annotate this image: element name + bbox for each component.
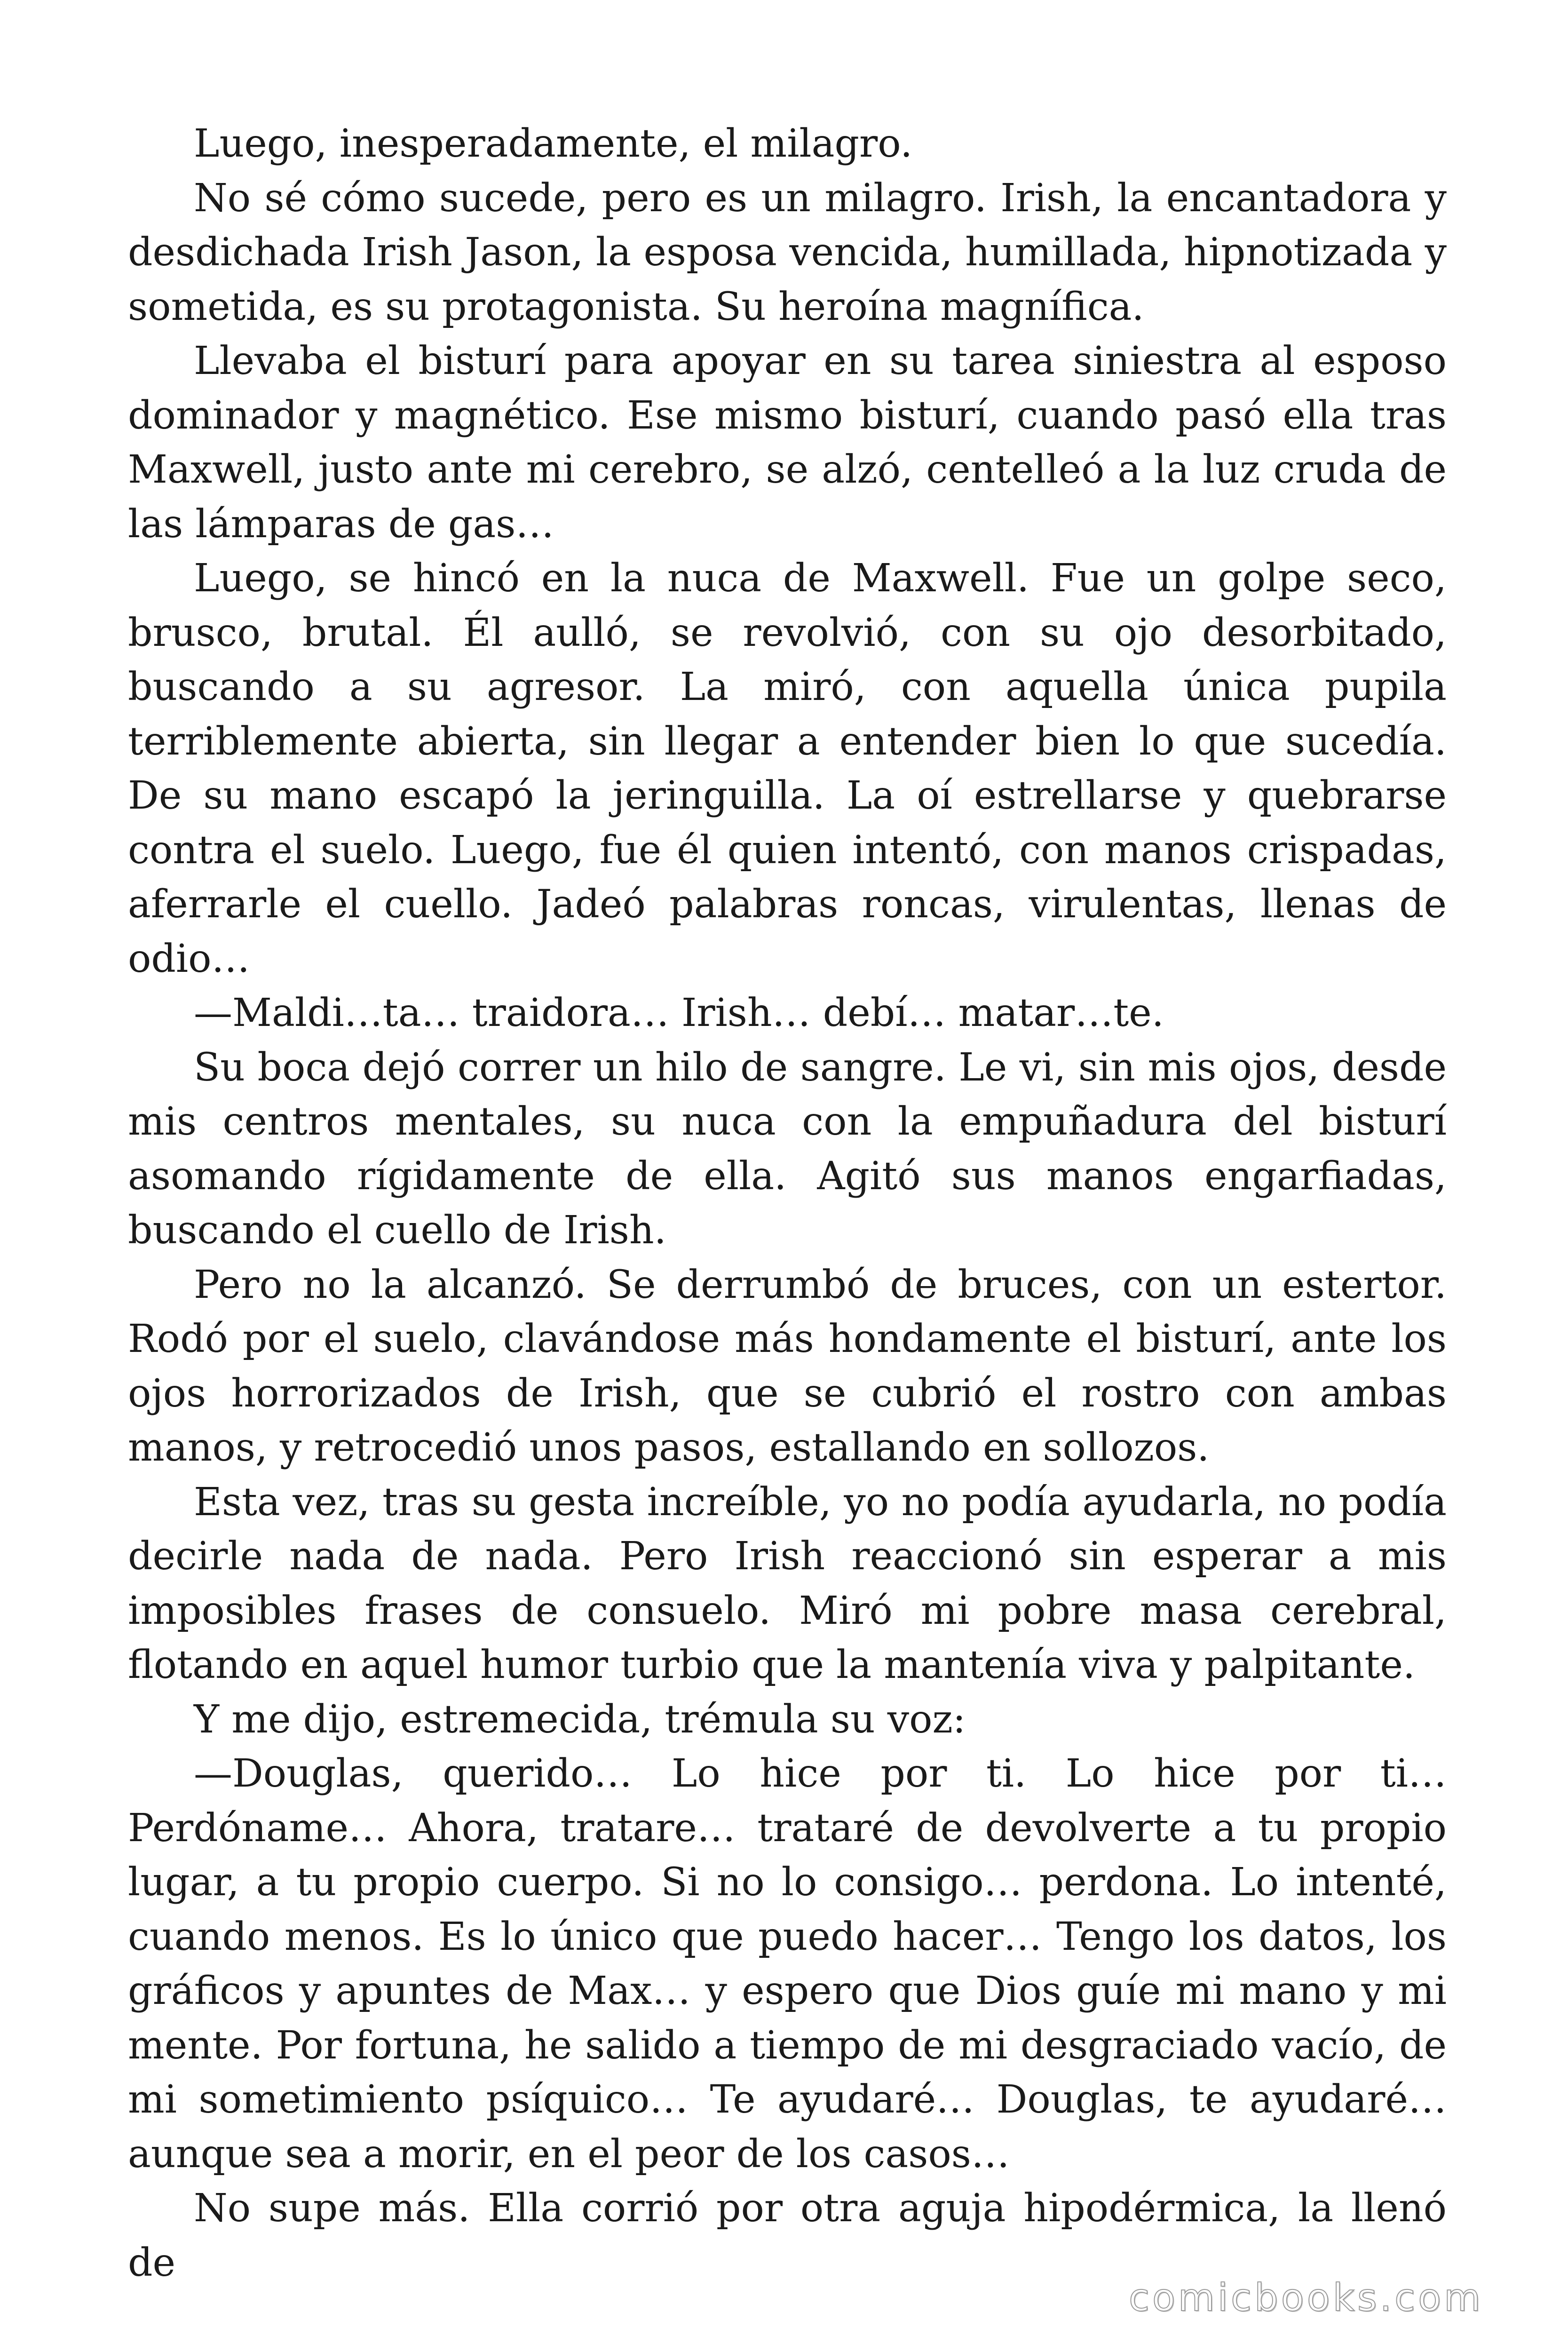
paragraph-5: —Maldi…ta… traidora… Irish… debí… matar…te. bbox=[194, 991, 1164, 1035]
paragraph-8: Esta vez, tras su gesta increíble, yo no podía ayudarla, no podía decirle nada de nada. Pero Irish reaccionó sin esperar a mis imposibles frases de consuelo. Miró mi pobre masa cerebral, flotando en aquel humor turbio que la mantenía viva y palpitante. bbox=[128, 1479, 1447, 1687]
paragraph-1: Luego, inesperadamente, el milagro. bbox=[194, 121, 913, 166]
paragraph-3: Llevaba el bisturí para apoyar en su tarea siniestra al esposo dominador y magnético. Ese mismo bisturí, cuando pasó ella tras Maxwell, justo ante mi cerebro, se alzó, centelleó a la luz cruda de las lámparas de gas… bbox=[128, 339, 1447, 547]
paragraph-6: Su boca dejó correr un hilo de sangre. Le vi, sin mis ojos, desde mis centros mentales, su nuca con la empuñadura del bisturí asomando rígidamente de ella. Agitó sus manos engarfiadas, buscando el cuello de Irish. bbox=[128, 1045, 1447, 1253]
page-text bbox=[128, 117, 1447, 2290]
paragraph-11: No supe más. Ella corrió por otra aguja hipodérmica, la llenó de bbox=[128, 2186, 1447, 2285]
paragraph-2: No sé cómo sucede, pero es un milagro. Irish, la encantadora y desdichada Irish Jason, la esposa vencida, humillada, hipnotizada y sometida, es su protagonista. Su heroína magnífica. bbox=[128, 175, 1447, 329]
paragraph-4: Luego, se hincó en la nuca de Maxwell. Fue un golpe seco, brusco, brutal. Él aulló, se revolvió, con su ojo desorbitado, buscando a su agresor. La miró, con aquella única pupila terriblemente abierta, sin llegar a entender bien lo que sucedía. De su mano escapó la jeringuilla. La oí estrellarse y quebrarse contra el suelo. Luego, fue él quien intentó, con manos crispadas, aferrarle el cuello. Jadeó palabras roncas, virulentas, llenas de odio… bbox=[128, 556, 1447, 981]
watermark: comicbooks.com bbox=[1128, 2276, 1483, 2320]
paragraph-10: —Douglas, querido… Lo hice por ti. Lo hice por ti… Perdóname… Ahora, tratare… trataré de devolverte a tu propio lugar, a tu propio cuerpo. Si no lo consigo… perdona. Lo intenté, cuando menos. Es lo único que puedo hacer… Tengo los datos, los gráficos y apuntes de Max… y espero que Dios guíe mi mano y mi mente. Por fortuna, he salido a tiempo de mi desgraciado vacío, de mi sometimiento psíquico… Te ayudaré… Douglas, te ayudaré… aunque sea a morir, en el peor de los casos… bbox=[128, 1751, 1447, 2177]
book-page bbox=[128, 0, 1447, 2352]
paragraph-9: Y me dijo, estremecida, trémula su voz: bbox=[194, 1697, 966, 1742]
paragraph-7: Pero no la alcanzó. Se derrumbó de bruces, con un estertor. Rodó por el suelo, clavándose más hondamente el bisturí, ante los ojos horrorizados de Irish, que se cubrió el rostro con ambas manos, y retrocedió unos pasos, estallando en sollozos. bbox=[128, 1262, 1447, 1470]
